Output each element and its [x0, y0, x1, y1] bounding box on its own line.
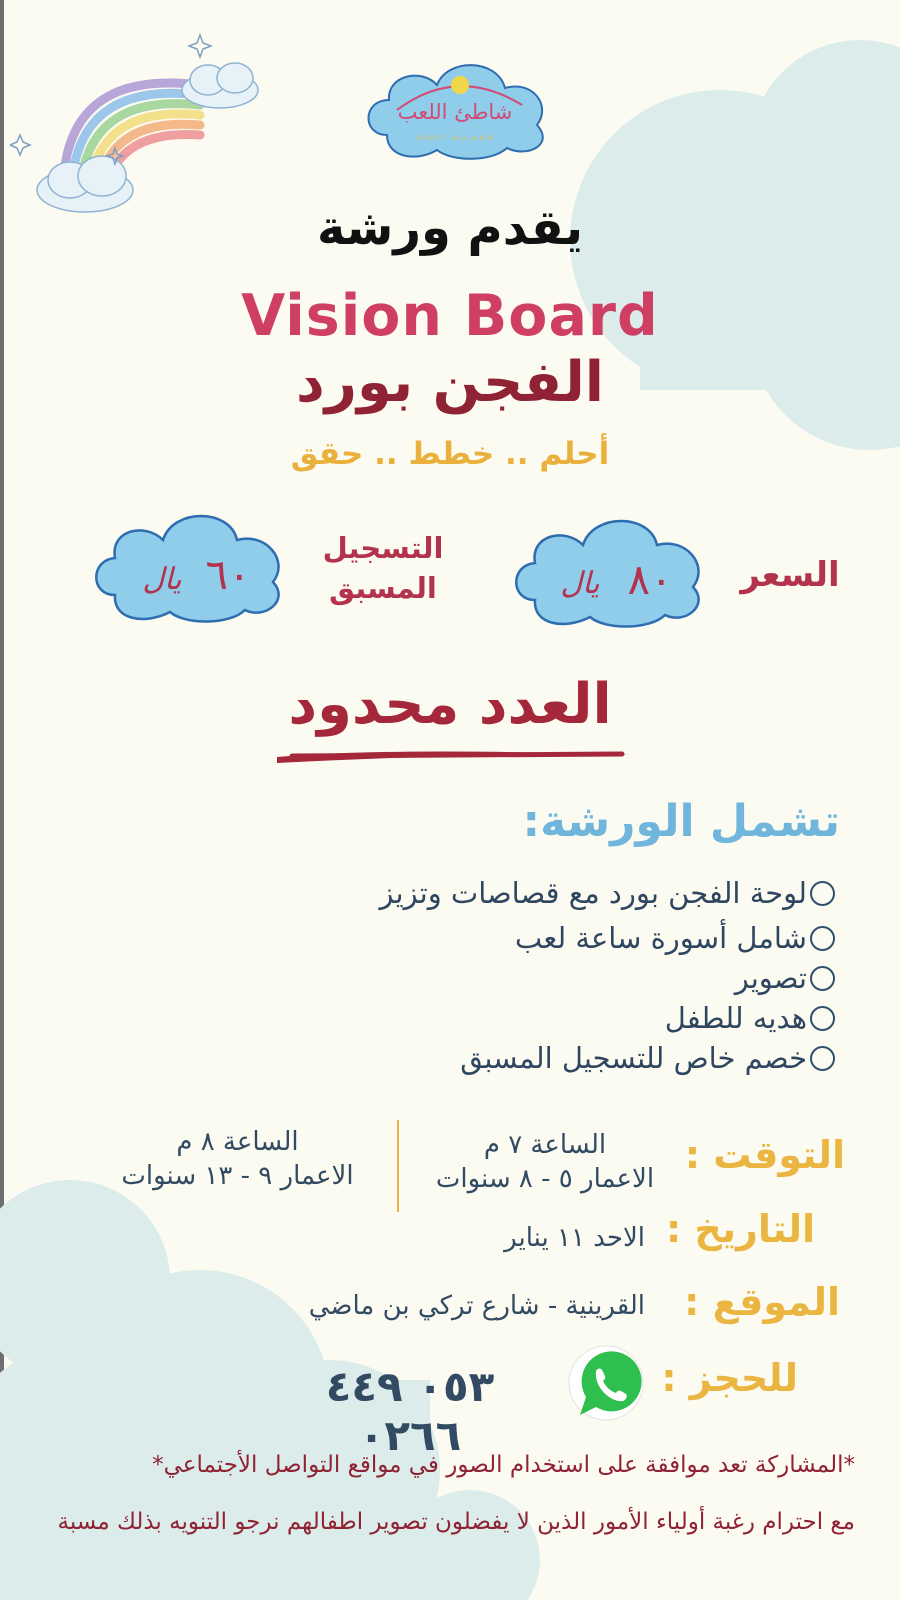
session-2-ages: الاعمار ٩ - ١٣ سنوات: [121, 1160, 354, 1191]
session-1-time: الساعة ٧ م: [483, 1130, 607, 1160]
date-label: التاريخ :: [665, 1207, 815, 1251]
consent-note: *المشاركة تعد موافقة على استخدام الصور في مواقع التواصل الأجتماعي*: [152, 1452, 855, 1478]
rainbow-illustration: [10, 30, 270, 220]
location-label: الموقع :: [684, 1280, 840, 1324]
list-item: [665, 999, 835, 1037]
session-1-info: [415, 1129, 675, 1197]
date-value: الاحد ١١ يناير: [504, 1223, 645, 1253]
list-item-text: لوحة الفجن بورد مع قصاصات وتزيز: [379, 876, 807, 910]
timing-label: التوقت :: [684, 1133, 845, 1177]
includes-title: تشمل الورشة:: [522, 796, 840, 847]
tagline: أحلم .. خطط .. حقق: [290, 436, 610, 472]
title-arabic: الفجن بورد: [296, 350, 604, 415]
list-item-text: شامل أسورة ساعة لعب: [514, 921, 807, 955]
price-label: السعر: [740, 555, 840, 595]
session-divider: [397, 1120, 399, 1212]
privacy-note: مع احترام رغبة أولياء الأمور الذين لا يفضلون تصوير اطفالهم نرجو التنويه بذلك مسبة: [57, 1509, 855, 1535]
whatsapp-icon[interactable]: [566, 1345, 646, 1425]
brand-latin-name: SHATI ALLAAB: [415, 135, 495, 142]
list-item-text: تصوير: [734, 961, 807, 995]
list-item: [460, 1039, 835, 1077]
price-currency: يال: [560, 566, 600, 601]
early-label-line-1: التسجيل: [322, 531, 444, 565]
title-english: Vision Board: [241, 283, 659, 349]
presents-heading: يقدم ورشة: [317, 200, 583, 256]
checkbox-circle-icon: [810, 881, 835, 906]
checkbox-circle-icon: [810, 926, 835, 951]
checkbox-circle-icon: [810, 966, 835, 991]
brand-name: شاطئ اللعب: [397, 100, 513, 124]
session-2-info: [100, 1126, 375, 1194]
location-value: القرينية - شارع تركي بن ماضي: [308, 1291, 645, 1321]
early-price-currency: يال: [142, 562, 182, 597]
list-item-text: خصم خاص للتسجيل المسبق: [460, 1041, 807, 1075]
early-registration-label: [298, 528, 468, 608]
limited-seats-heading: العدد محدود: [288, 672, 612, 737]
booking-label: للحجز :: [661, 1356, 798, 1400]
session-2-time: الساعة ٨ م: [176, 1127, 299, 1157]
list-item-text: هديه للطفل: [664, 1001, 807, 1035]
mascot-icon: [451, 76, 469, 94]
brush-underline: [272, 745, 637, 767]
checkbox-circle-icon: [810, 1046, 835, 1071]
list-item: [735, 959, 835, 997]
early-price-value: ٦٠: [205, 550, 251, 599]
price-value: ٨٠: [627, 555, 673, 604]
checkbox-circle-icon: [810, 1006, 835, 1031]
phone-number[interactable]: ٠٥٣ ٤٤٩ ٠٢٦٦: [325, 1362, 495, 1460]
list-item: [380, 874, 835, 912]
list-item: [515, 919, 835, 957]
early-label-line-2: المسبق: [329, 571, 437, 606]
session-1-ages: الاعمار ٥ - ٨ سنوات: [435, 1163, 655, 1194]
